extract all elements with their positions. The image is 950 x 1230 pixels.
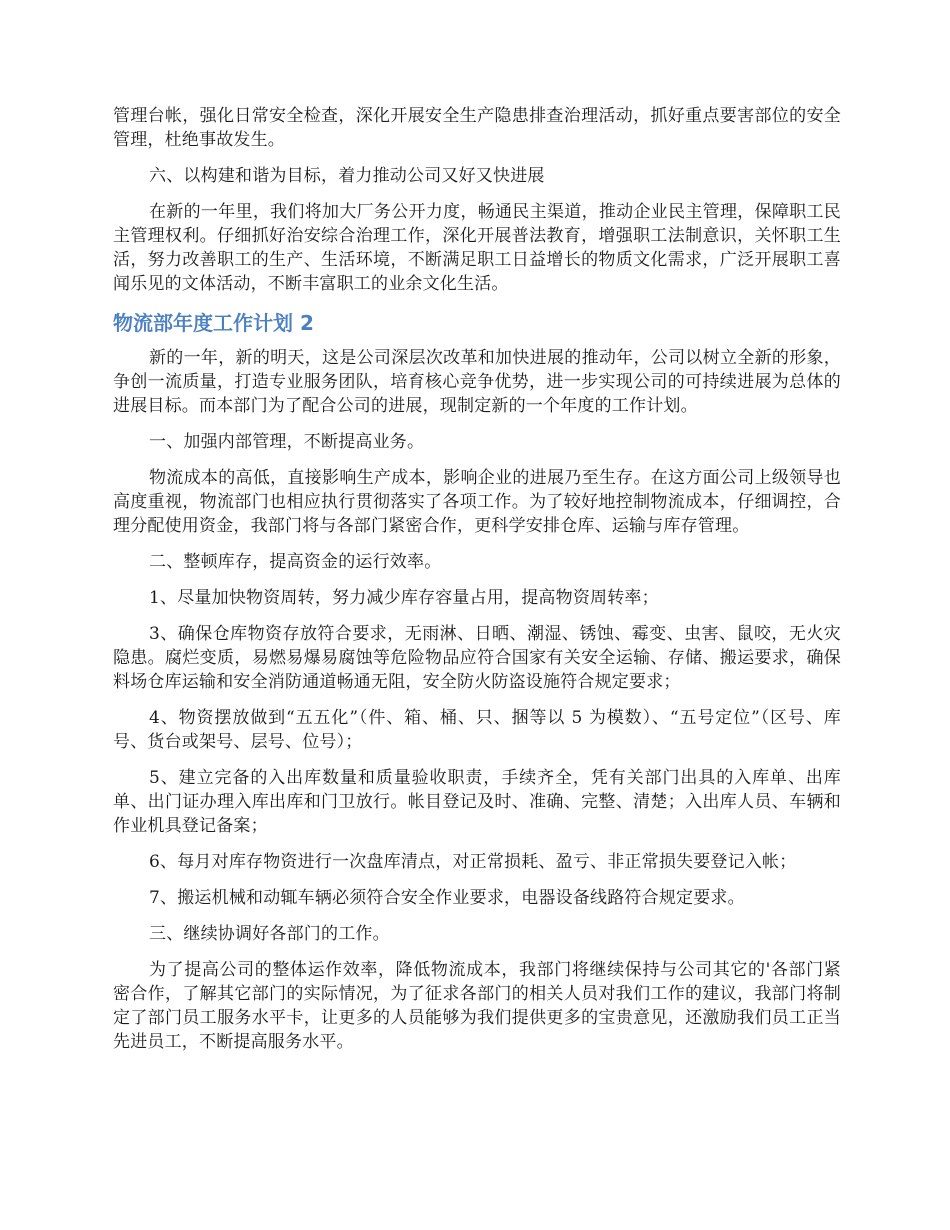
list-item: 6、每月对库存物资进行一次盘库清点，对正常损耗、盈亏、非正常损失要登记入帐； bbox=[149, 852, 797, 872]
document-page bbox=[113, 104, 841, 1066]
section-heading-one: 一、加强内部管理，不断提高业务。 bbox=[149, 432, 425, 452]
section-heading-three: 三、继续协调好各部门的工作。 bbox=[149, 924, 390, 944]
list-item: 4、物资摆放做到“五五化”（件、箱、桶、只、捆等以 5 为模数）、“五号定位”（区号、库号、货台或架号、层号、位号）； bbox=[113, 708, 841, 752]
paragraph-intro: 新的一年，新的明天，这是公司深层次改革和加快进展的推动年，公司以树立全新的形象，争创一流质量，打造专业服务团队，培育核心竞争优势，进一步实现公司的可持续进展为总体的进展目标。而本部门为了配合公司的进展，现制定新的一个年度的工作计划。 bbox=[113, 348, 841, 416]
paragraph: 为了提高公司的整体运作效率，降低物流成本，我部门将继续保持与公司其它的'各部门紧密合作，了解其它部门的实际情况，为了征求各部门的相关人员对我们工作的建议，我部门将制定了部门员工服务水平卡，让更多的人员能够为我们提供更多的宝贵意见，还激励我们员工正当先进员工，不断提高服务水平。 bbox=[113, 960, 841, 1052]
paragraph: 在新的一年里，我们将加大厂务公开力度，畅通民主渠道，推动企业民主管理，保障职工民主管理权利。仔细抓好治安综合治理工作，深化开展普法教育，增强职工法制意识，关怀职工生活，努力改善职工的生产、生活环境，不断满足职工日益增长的物质文化需求，广泛开展职工喜闻乐见的文体活动，不断丰富职工的业余文化生活。 bbox=[113, 202, 841, 294]
section-heading-six: 六、以构建和谐为目标，着力推动公司又好又快进展 bbox=[149, 166, 545, 186]
list-item: 5、建立完备的入出库数量和质量验收职责，手续齐全，凭有关部门出具的入库单、出库单、出门证办理入库出库和门卫放行。帐目登记及时、准确、完整、清楚；入出库人员、车辆和作业机具登记备案； bbox=[113, 768, 841, 836]
section-heading-two: 二、整顿库存，提高资金的运行效率。 bbox=[149, 552, 442, 572]
paragraph-continuation: 管理台帐，强化日常安全检查，深化开展安全生产隐患排查治理活动，抓好重点要害部位的安全管理，杜绝事故发生。 bbox=[113, 106, 841, 150]
paragraph: 物流成本的高低，直接影响生产成本，影响企业的进展乃至生存。在这方面公司上级领导也高度重视，物流部门也相应执行贯彻落实了各项工作。为了较好地控制物流成本，仔细调控，合理分配使用资金，我部门将与各部门紧密合作，更科学安排仓库、运输与库存管理。 bbox=[113, 468, 841, 536]
document-heading: 物流部年度工作计划 2 bbox=[113, 311, 314, 335]
list-item: 7、搬运机械和动辄车辆必须符合安全作业要求，电器设备线路符合规定要求。 bbox=[149, 888, 745, 908]
list-item: 1、尽量加快物资周转，努力减少库存容量占用，提高物资周转率； bbox=[149, 588, 659, 608]
list-item: 3、确保仓库物资存放符合要求，无雨淋、日晒、潮湿、锈蚀、霉变、虫害、鼠咬，无火灾隐患。腐烂变质，易燃易爆易腐蚀等危险物品应符合国家有关安全运输、存储、搬运要求，确保料场仓库运输和安全消防通道畅通无阻，安全防火防盗设施符合规定要求； bbox=[113, 624, 841, 692]
